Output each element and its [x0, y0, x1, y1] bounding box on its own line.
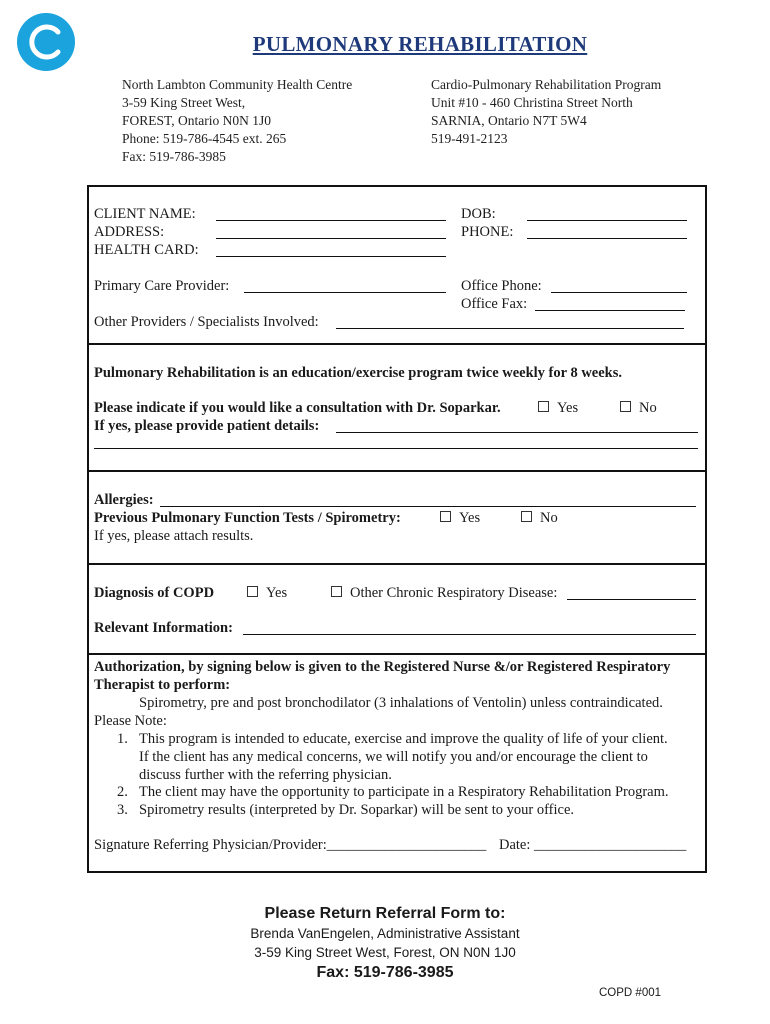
checkbox-icon[interactable] — [538, 401, 549, 412]
office-phone-label: Office Phone: — [461, 278, 542, 294]
program-intro: Pulmonary Rehabilitation is an education/exercise program twice weekly for 8 weeks. — [94, 365, 622, 381]
section-divider — [87, 653, 707, 655]
spirometry-text: Spirometry, pre and post bronchodilator (3 inhalations of Ventolin) unless contraindicated. — [139, 695, 663, 711]
left-address: North Lambton Community Health Centre 3-59 King Street West, FOREST, Ontario N0N 1J0 Phone: 519-786-4545 ext. 265 Fax: 519-786-3985 — [122, 77, 353, 164]
section-divider — [87, 343, 707, 345]
date-field[interactable]: Date: _____________________ — [499, 837, 687, 853]
page-title: PULMONARY REHABILITATION — [252, 32, 588, 56]
note-item-1-cont: If the client has any medical concerns, we will notify you and/or encourage the client to — [139, 749, 648, 765]
note-item-1-cont2: discuss further with the referring physician. — [139, 767, 392, 783]
list-number: 2. — [117, 784, 128, 800]
address-label: ADDRESS: — [94, 224, 165, 240]
checkbox-icon[interactable] — [620, 401, 631, 412]
checkbox-icon[interactable] — [331, 586, 342, 597]
section-divider — [87, 563, 707, 565]
authorization-heading-2: Therapist to perform: — [94, 677, 231, 693]
signature-field[interactable]: Signature Referring Physician/Provider:______________________ — [94, 837, 487, 853]
list-number: 3. — [117, 802, 128, 818]
primary-care-field[interactable] — [244, 292, 446, 293]
right-address: Cardio-Pulmonary Rehabilitation Program Unit #10 - 460 Christina Street North SARNIA, Ontario N7T 5W4 519-491-2123 — [431, 77, 662, 146]
relevant-info-field[interactable] — [243, 634, 696, 635]
office-fax-label: Office Fax: — [461, 296, 528, 312]
return-fax: Fax: 519-786-3985 — [316, 964, 454, 981]
other-providers-label: Other Providers / Specialists Involved: — [94, 314, 319, 330]
relevant-info-label: Relevant Information: — [94, 620, 233, 636]
health-card-field[interactable] — [216, 256, 446, 257]
pft-yes-option[interactable]: Yes — [440, 510, 480, 527]
authorization-heading: Authorization, by signing below is given to the Registered Nurse &/or Registered Respiratory — [94, 659, 671, 675]
dob-field[interactable] — [527, 220, 687, 221]
allergies-field[interactable] — [160, 506, 696, 507]
note-item-2: The client may have the opportunity to participate in a Respiratory Rehabilitation Program. — [139, 784, 669, 800]
patient-details-field[interactable] — [336, 432, 698, 433]
other-providers-field[interactable] — [336, 328, 684, 329]
return-address: 3-59 King Street West, Forest, ON N0N 1J0 — [254, 945, 516, 960]
client-name-label: CLIENT NAME: — [94, 206, 196, 222]
office-phone-field[interactable] — [551, 292, 687, 293]
note-item-1: This program is intended to educate, exercise and improve the quality of life of your client. — [139, 731, 668, 747]
pft-no-option[interactable]: No — [521, 510, 558, 527]
dob-label: DOB: — [461, 206, 496, 222]
other-disease-option[interactable]: Other Chronic Respiratory Disease: — [331, 585, 557, 602]
please-note: Please Note: — [94, 713, 167, 729]
pft-label: Previous Pulmonary Function Tests / Spirometry: — [94, 510, 401, 526]
consultation-question: Please indicate if you would like a consultation with Dr. Soparkar. — [94, 400, 501, 416]
copd-yes-option[interactable]: Yes — [247, 585, 287, 602]
consult-yes-option[interactable]: Yes — [538, 400, 578, 417]
form-id: COPD #001 — [599, 987, 662, 999]
client-name-field[interactable] — [216, 220, 446, 221]
health-card-label: HEALTH CARD: — [94, 242, 199, 258]
office-fax-field[interactable] — [535, 310, 685, 311]
return-heading: Please Return Referral Form to: — [264, 905, 506, 922]
attach-results-note: If yes, please attach results. — [94, 528, 254, 544]
list-number: 1. — [117, 731, 128, 747]
assistant-name: Brenda VanEngelen, Administrative Assistant — [250, 926, 520, 941]
allergies-label: Allergies: — [94, 492, 154, 508]
patient-details-label: If yes, please provide patient details: — [94, 418, 320, 434]
copd-diagnosis-label: Diagnosis of COPD — [94, 585, 215, 601]
phone-field[interactable] — [527, 238, 687, 239]
patient-details-field-2[interactable] — [94, 448, 698, 449]
section-divider — [87, 470, 707, 472]
address-field[interactable] — [216, 238, 446, 239]
checkbox-icon[interactable] — [440, 511, 451, 522]
checkbox-icon[interactable] — [247, 586, 258, 597]
primary-care-label: Primary Care Provider: — [94, 278, 230, 294]
checkbox-icon[interactable] — [521, 511, 532, 522]
phone-label: PHONE: — [461, 224, 514, 240]
note-item-3: Spirometry results (interpreted by Dr. Soparkar) will be sent to your office. — [139, 802, 575, 818]
other-disease-field[interactable] — [567, 599, 696, 600]
consult-no-option[interactable]: No — [620, 400, 657, 417]
